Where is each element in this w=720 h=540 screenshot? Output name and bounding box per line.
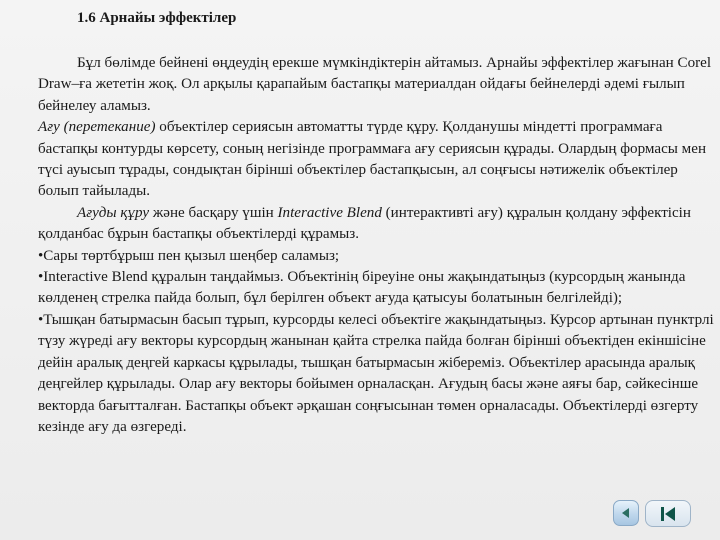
bullet-item-1: •Сары төртбұрыш пен қызыл шеңбер саламыз; (38, 247, 340, 264)
skip-back-icon (657, 504, 679, 524)
term-blend: Ағу (перетекание) (38, 119, 156, 136)
paragraph-blend-tool-mid: және басқару үшін (149, 204, 278, 221)
bullet-item-3: •Тышқан батырмасын басып тұрып, курсорды келесі объектіге жақындатыңыз. Курсор артынан пунктрлі түзу жүреді ағу векторы курсордың жанынан қайта стрелка пайда болған бірінші объектіден екіншісіне дейін аралық деңгей каркасы құрылады, тышқан батырмасын жібереміз. Объектілер арасында аралық деңгейлер құрылады. Олар ағу векторы бойымен орналасқан. Ағудың басы және аяғы бар, сәйкесінше векторда бағытталған. Бастапқы объект әрқашан соңғысынан төмен орналасады. Объектілерді өзгерту кезінде ағу да өзгереді. (38, 311, 714, 435)
paragraph-blend-text: объектілер сериясын автоматты түрде құру. Қолданушы міндетті программаға бастапқы контурды көрсету, соның негізінде программаға ағу сериясын құрады. Олардың формасы мен түсі ауысып тұрады, сондықтан бірінші объектілер бастапқысын, ал соңғысы нәтижелік объектілер болып тайылады. (38, 119, 707, 200)
paragraph-blend-definition (38, 117, 714, 203)
paragraph-blend-tool (38, 203, 714, 246)
slide-body (38, 53, 714, 438)
first-slide-button[interactable] (645, 500, 691, 527)
paragraph-intro: Бұл бөлімде бейнені өңдеудің ерекше мүмкіндіктерін айтамыз. Арнайы эффектілер жағынан Corel Draw–ға жететін жоқ. Ол арқылы қарапайым бастапқы материалдан ойдағы бейнелерді әдемі ғылып бейнелеу аламыз. (38, 55, 712, 114)
page-title: 1.6 Арнайы эффектілер (77, 10, 237, 26)
bullet-item-2: •Interactive Blend құралын таңдаймыз. Объектінің біреуіне оны жақындатыңыз (курсордың жанында көлденең стрелка пайда болып, бұл берілген объект ағуда қатысуы болатынын белгілейді); (38, 269, 686, 307)
term-create-blend: Ағуды құру (77, 204, 150, 221)
paragraph-blend-tool-text: (интерактивті ағу) құралын қолдану эффектісін қолданбас бұрын бастапқы объектілерді құрамыз. (38, 204, 691, 243)
prev-slide-button[interactable] (613, 500, 639, 526)
slide-navigation (613, 500, 691, 527)
play-triangle-icon (618, 505, 634, 521)
term-interactive-blend: Interactive Blend (277, 204, 382, 221)
